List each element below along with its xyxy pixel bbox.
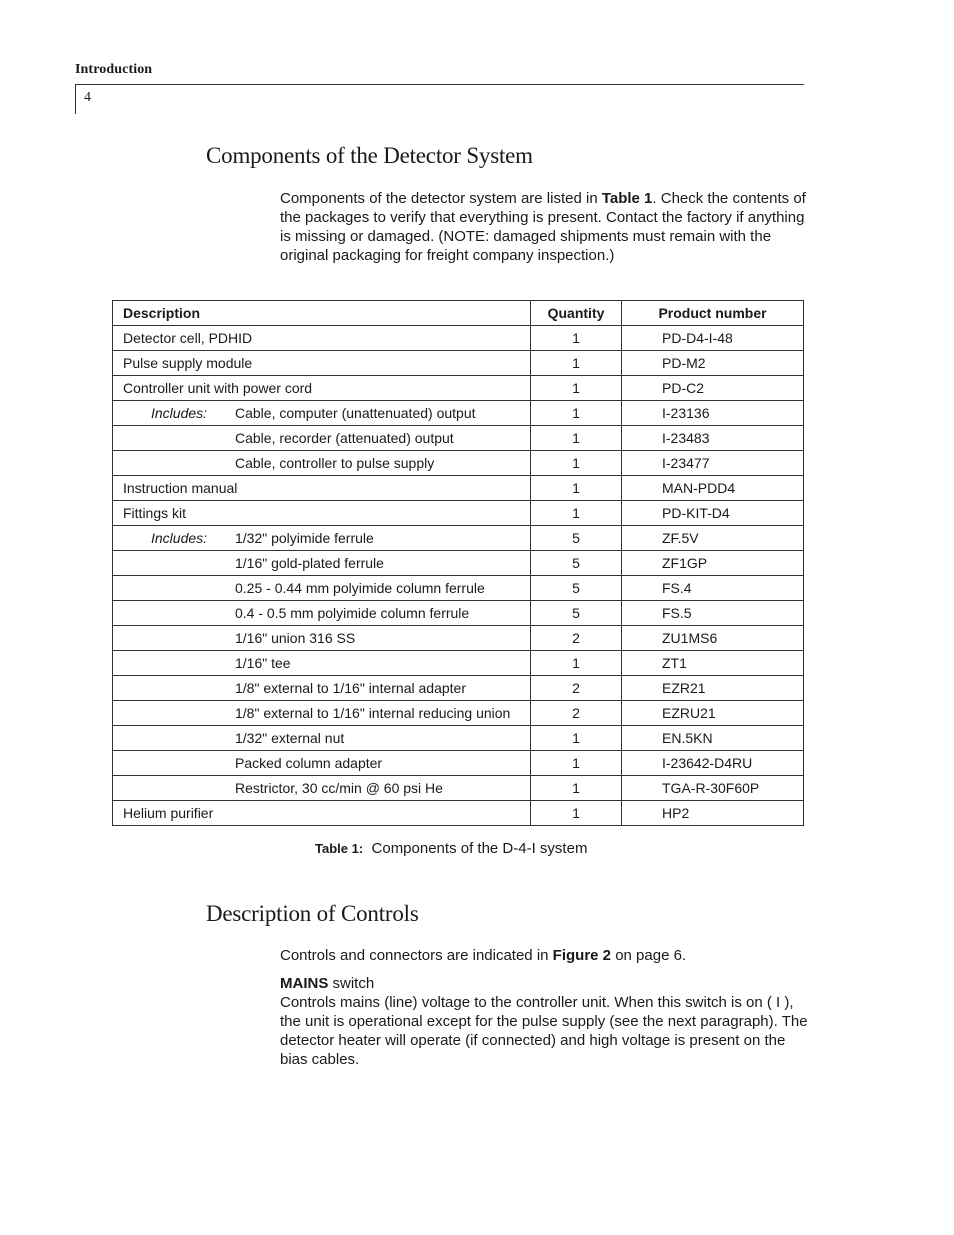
components-intro-paragraph: [280, 189, 810, 265]
table-header-row: [113, 301, 804, 326]
cell-quantity: 1: [531, 476, 622, 501]
cell-quantity: 5: [531, 576, 622, 601]
cell-quantity: 5: [531, 551, 622, 576]
cell-description: [113, 776, 531, 801]
cell-quantity: 1: [531, 726, 622, 751]
item-description: Fittings kit: [123, 505, 187, 521]
item-description: Detector cell, PDHID: [123, 330, 253, 346]
table-row: [113, 576, 804, 601]
table-reference: Table 1: [601, 190, 653, 207]
cell-quantity: 2: [531, 701, 622, 726]
item-description: Controller unit with power cord: [123, 380, 313, 396]
table-row: [113, 751, 804, 776]
cell-product-number: PD-C2: [622, 376, 804, 401]
item-description: 1/8" external to 1/16" internal reducing union: [235, 705, 511, 721]
cell-product-number: I-23136: [622, 401, 804, 426]
column-header-product-number: Product number: [622, 301, 804, 326]
item-description: Cable, computer (unattenuated) output: [235, 405, 476, 421]
cell-product-number: EZRU21: [622, 701, 804, 726]
column-header-quantity: Quantity: [531, 301, 622, 326]
cell-quantity: 1: [531, 376, 622, 401]
cell-quantity: 1: [531, 326, 622, 351]
table-row: [113, 476, 804, 501]
cell-quantity: 1: [531, 801, 622, 826]
page-number: 4: [84, 90, 91, 105]
table-row: [113, 776, 804, 801]
item-description: 1/16" tee: [235, 655, 291, 671]
cell-description: [113, 376, 531, 401]
cell-quantity: 2: [531, 626, 622, 651]
table-row: [113, 626, 804, 651]
cell-product-number: ZF.5V: [622, 526, 804, 551]
cell-quantity: 1: [531, 351, 622, 376]
table-caption-text: Components of the D-4-I system: [371, 840, 588, 857]
mains-title-rest: switch: [328, 975, 375, 992]
controls-intro-text: Controls and connectors are indicated in: [280, 947, 553, 964]
cell-product-number: PD-D4-I-48: [622, 326, 804, 351]
page-number-rule: [75, 84, 76, 114]
cell-product-number: TGA-R-30F60P: [622, 776, 804, 801]
cell-product-number: ZF1GP: [622, 551, 804, 576]
cell-quantity: 2: [531, 676, 622, 701]
table-row: [113, 601, 804, 626]
cell-product-number: EZR21: [622, 676, 804, 701]
cell-description: [113, 626, 531, 651]
section-heading-components: Components of the Detector System: [206, 143, 533, 168]
cell-product-number: FS.5: [622, 601, 804, 626]
cell-quantity: 1: [531, 501, 622, 526]
table-row: [113, 726, 804, 751]
cell-quantity: 1: [531, 401, 622, 426]
cell-quantity: 1: [531, 776, 622, 801]
cell-description: [113, 726, 531, 751]
table-row: [113, 401, 804, 426]
cell-quantity: 1: [531, 451, 622, 476]
cell-description: [113, 751, 531, 776]
cell-description: [113, 576, 531, 601]
cell-description: [113, 326, 531, 351]
intro-text-continued: . Check the contents of the packages to verify that everything is present. Contact the factory if anything is missing or damaged. (NOTE: damaged shipments must remain with the original packaging for freight company inspection.): [280, 190, 806, 264]
cell-quantity: 5: [531, 526, 622, 551]
item-description: Helium purifier: [123, 805, 214, 821]
cell-product-number: ZU1MS6: [622, 626, 804, 651]
controls-intro-text-continued: on page 6.: [611, 947, 687, 964]
table-row: [113, 651, 804, 676]
item-description: 1/32" polyimide ferrule: [235, 530, 374, 546]
cell-description: [113, 601, 531, 626]
cell-description: [113, 401, 531, 426]
cell-product-number: I-23642-D4RU: [622, 751, 804, 776]
table-row: [113, 701, 804, 726]
table-row: [113, 451, 804, 476]
cell-description: [113, 426, 531, 451]
cell-product-number: EN.5KN: [622, 726, 804, 751]
item-description: 1/8" external to 1/16" internal adapter: [235, 680, 466, 696]
table-row: [113, 551, 804, 576]
cell-description: [113, 651, 531, 676]
item-description: 1/16" gold-plated ferrule: [235, 555, 384, 571]
cell-description: [113, 701, 531, 726]
figure-reference: Figure 2: [552, 947, 612, 964]
cell-description: [113, 551, 531, 576]
cell-product-number: PD-KIT-D4: [622, 501, 804, 526]
item-description: 1/16" union 316 SS: [235, 630, 356, 646]
cell-description: [113, 351, 531, 376]
mains-label: MAINS: [280, 975, 329, 992]
cell-description: [113, 676, 531, 701]
item-description: 0.4 - 0.5 mm polyimide column ferrule: [235, 605, 470, 621]
table-body: [113, 326, 804, 826]
item-description: Packed column adapter: [235, 755, 383, 771]
controls-intro-paragraph: [280, 946, 810, 965]
cell-product-number: ZT1: [622, 651, 804, 676]
table-row: [113, 526, 804, 551]
cell-quantity: 1: [531, 426, 622, 451]
cell-product-number: I-23483: [622, 426, 804, 451]
table-row: [113, 376, 804, 401]
intro-text: Components of the detector system are listed in: [280, 190, 602, 207]
includes-label: Includes:: [151, 530, 208, 546]
cell-product-number: FS.4: [622, 576, 804, 601]
item-description: Pulse supply module: [123, 355, 253, 371]
cell-quantity: 5: [531, 601, 622, 626]
cell-quantity: 1: [531, 651, 622, 676]
table-row: [113, 351, 804, 376]
cell-product-number: I-23477: [622, 451, 804, 476]
cell-description: [113, 801, 531, 826]
running-head: Introduction: [75, 62, 153, 77]
section-heading-controls: Description of Controls: [206, 901, 419, 926]
cell-description: [113, 451, 531, 476]
header-rule: [75, 84, 804, 85]
includes-label: Includes:: [151, 405, 208, 421]
mains-switch-title: [280, 974, 810, 993]
cell-description: [113, 501, 531, 526]
cell-description: [113, 476, 531, 501]
mains-switch-description: [280, 974, 810, 1069]
item-description: Cable, controller to pulse supply: [235, 455, 435, 471]
table-caption: [315, 840, 587, 857]
mains-switch-text: Controls mains (line) voltage to the controller unit. When this switch is on ( I ), the unit is operational except for the pulse supply (see the next paragraph). The detector heater will operate (if connected) and high voltage is present on the bias cables.: [280, 994, 808, 1068]
cell-product-number: MAN-PDD4: [622, 476, 804, 501]
cell-quantity: 1: [531, 751, 622, 776]
item-description: Instruction manual: [123, 480, 238, 496]
item-description: Restrictor, 30 cc/min @ 60 psi He: [235, 780, 443, 796]
table-row: [113, 676, 804, 701]
components-table: [112, 300, 804, 826]
item-description: 0.25 - 0.44 mm polyimide column ferrule: [235, 580, 485, 596]
table-row: [113, 426, 804, 451]
item-description: 1/32" external nut: [235, 730, 345, 746]
cell-product-number: HP2: [622, 801, 804, 826]
cell-product-number: PD-M2: [622, 351, 804, 376]
column-header-description: Description: [113, 301, 531, 326]
table-caption-label: Table 1:: [315, 841, 364, 856]
cell-description: [113, 526, 531, 551]
table-row: [113, 501, 804, 526]
table-row: [113, 801, 804, 826]
item-description: Cable, recorder (attenuated) output: [235, 430, 454, 446]
table-row: [113, 326, 804, 351]
